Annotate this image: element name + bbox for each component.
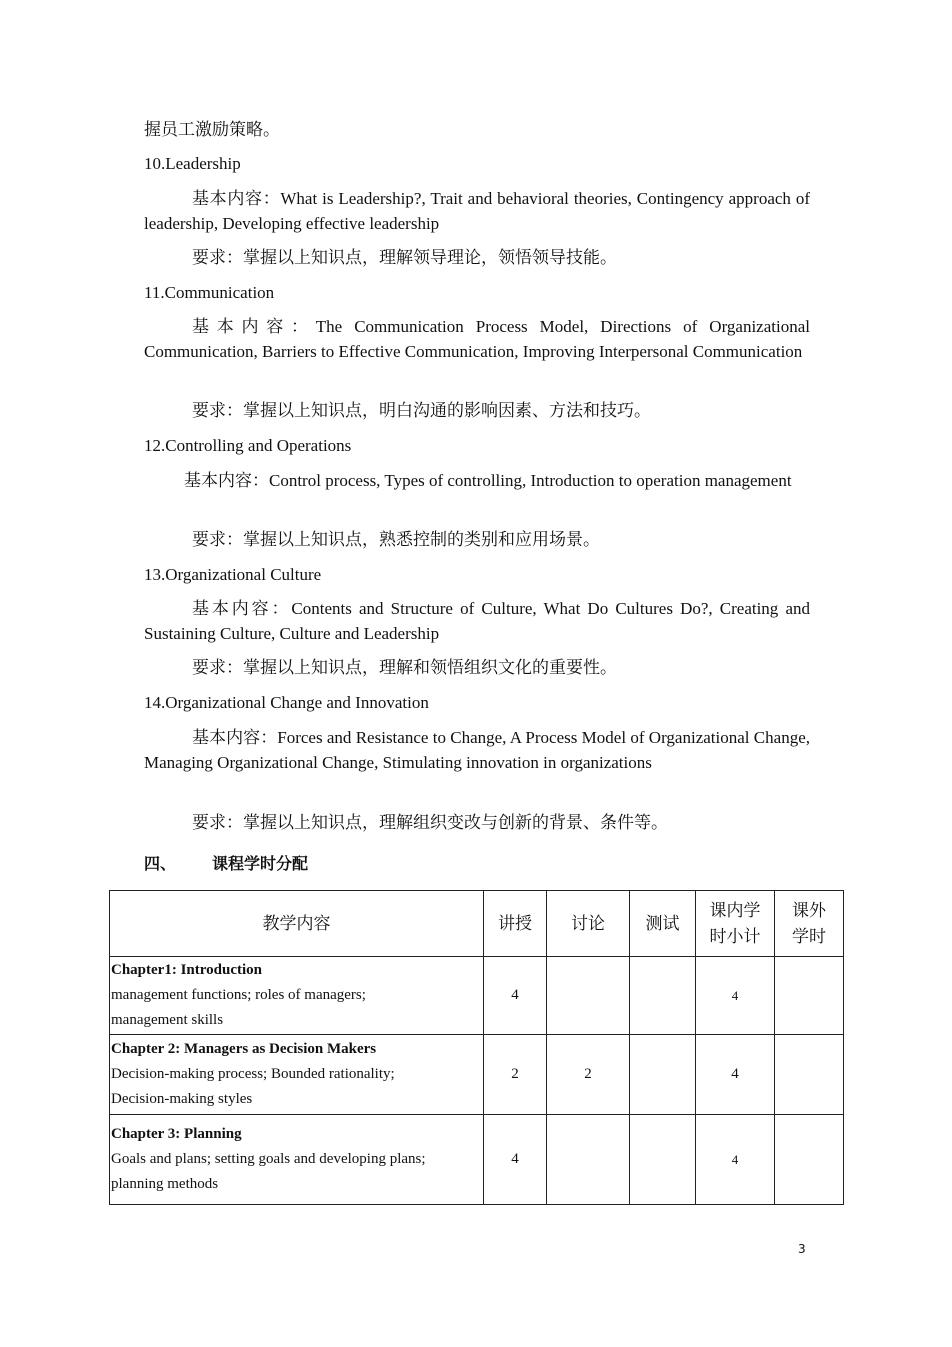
header-test: 测试 (630, 891, 696, 957)
section-11-content: 基本内容：The Communication Process Model, Directions of Organizational Communication, Barriers to Effective Communication, Improving Interpersonal Communication (144, 317, 810, 361)
cell-test (630, 1115, 696, 1205)
chapter-desc: management functions; roles of managers; (111, 987, 366, 1003)
section-10-content: 基本内容：What is Leadership?, Trait and behavioral theories, Contingency approach of leadership, Developing effective leadership (144, 189, 810, 233)
section-heading (144, 852, 308, 876)
row-content (110, 1115, 484, 1205)
cell-outside-hours (775, 1115, 844, 1205)
header-lecture: 讲授 (484, 891, 547, 957)
section-12-title: 12.Controlling and Operations (144, 436, 352, 455)
cell-test (630, 957, 696, 1035)
section-13-title: 13.Organizational Culture (144, 565, 322, 584)
cell-discussion (547, 957, 630, 1035)
chapter-desc: Decision-making styles (111, 1091, 253, 1107)
row-content (110, 1035, 484, 1115)
cell-test (630, 1035, 696, 1115)
section-12-content: 基本内容：Control process, Types of controlling, Introduction to operation management (184, 471, 792, 490)
chapter-title: Chapter1: Introduction (111, 962, 262, 978)
cell-subtotal: 4 (696, 1035, 775, 1115)
row-content (110, 957, 484, 1035)
chapter-desc: planning methods (111, 1176, 219, 1192)
cell-lecture: 4 (484, 1115, 547, 1205)
section-11-requirement: 要求：掌握以上知识点，明白沟通的影响因素、方法和技巧。 (192, 401, 651, 420)
cell-lecture: 2 (484, 1035, 547, 1115)
section-heading-title: 课程学时分配 (212, 854, 309, 873)
section-10-title: 10.Leadership (144, 154, 241, 173)
cell-discussion (547, 1115, 630, 1205)
table-row (110, 957, 844, 1035)
cell-subtotal: 4 (696, 957, 775, 1035)
header-outside-hours: 课外学时 (775, 891, 844, 957)
paragraph-continuation: 握员工激励策略。 (144, 120, 280, 139)
table-row (110, 1035, 844, 1115)
section-12-requirement: 要求：掌握以上知识点，熟悉控制的类别和应用场景。 (192, 530, 600, 549)
section-14-content: 基本内容：Forces and Resistance to Change, A Process Model of Organizational Change, Managing Organizational Change, Stimulating innovation in organizations (144, 728, 810, 772)
cell-lecture: 4 (484, 957, 547, 1035)
chapter-title: Chapter 3: Planning (111, 1126, 242, 1142)
section-14-requirement: 要求：掌握以上知识点，理解组织变改与创新的背景、条件等。 (192, 813, 668, 832)
section-11-title: 11.Communication (144, 283, 275, 302)
section-14-title: 14.Organizational Change and Innovation (144, 693, 429, 712)
cell-outside-hours (775, 1035, 844, 1115)
header-content: 教学内容 (110, 891, 484, 957)
cell-discussion: 2 (547, 1035, 630, 1115)
section-13-requirement: 要求：掌握以上知识点，理解和领悟组织文化的重要性。 (192, 658, 617, 677)
table-header-row (110, 891, 844, 957)
header-discussion: 讨论 (547, 891, 630, 957)
chapter-desc: Decision-making process; Bounded rationality; (111, 1066, 395, 1082)
page-number: 3 (798, 1242, 806, 1256)
chapter-title: Chapter 2: Managers as Decision Makers (111, 1041, 377, 1057)
chapter-desc: Goals and plans; setting goals and developing plans; (111, 1151, 426, 1167)
cell-outside-hours (775, 957, 844, 1035)
section-heading-number: 四、 (144, 854, 177, 873)
header-subtotal: 课内学时小计 (696, 891, 775, 957)
section-13-content: 基本内容：Contents and Structure of Culture, What Do Cultures Do?, Creating and Sustaining Culture, Culture and Leadership (144, 599, 810, 643)
section-10-requirement: 要求：掌握以上知识点，理解领导理论，领悟领导技能。 (192, 248, 617, 267)
chapter-desc: management skills (111, 1012, 224, 1028)
cell-subtotal: 4 (696, 1115, 775, 1205)
course-hours-table (109, 890, 844, 1205)
table-row (110, 1115, 844, 1205)
